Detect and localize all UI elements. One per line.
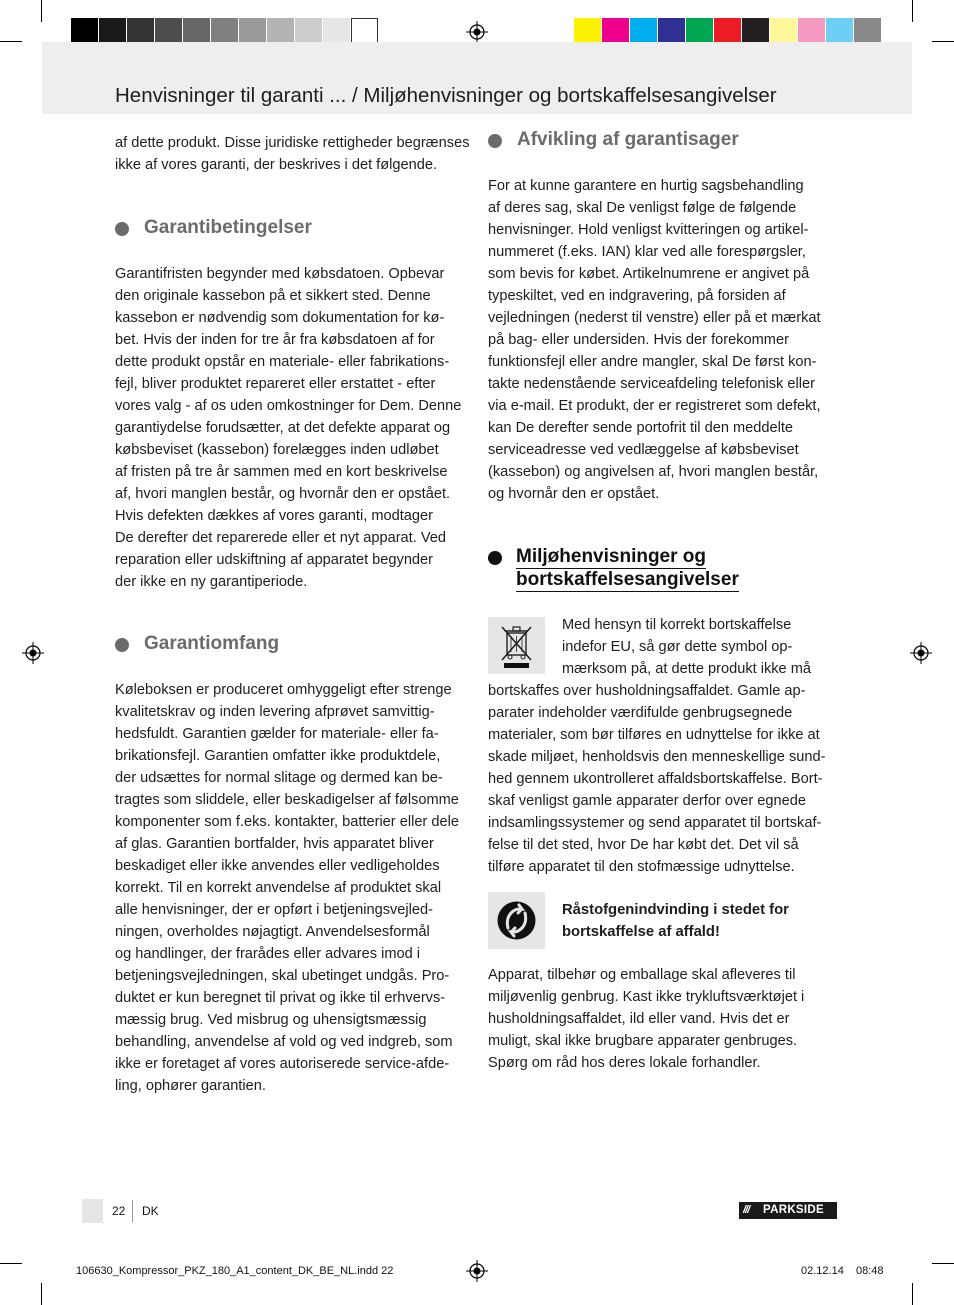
page-number-tab	[82, 1199, 103, 1223]
file-name: 106630_Kompressor_PKZ_180_A1_content_DK_BE_NL.indd 22	[76, 1265, 394, 1277]
crop-mark	[0, 41, 22, 42]
weee-intro-text: Med hensyn til korrekt bortskaffelse indefor EU, så gør dette symbol op- mærksom på, at dette produkt ikke må	[562, 617, 812, 677]
afvikling-paragraph: For at kunne garantere en hurtig sagsbehandling af deres sag, skal De venligst følge de følgende henvisninger. Hold venligst kvitteringen og artikel- nummeret (f.eks. IAN) klar ved alle forespørgsler, som bevis for købet. Artikelnumrene er angivet på typeskiltet, ved en indgravering, på forsiden af vejledningen (nederst til venstre) eller på et mærkat på bag- eller undersiden. Hvis der forekommer funktionsfejl eller andre mangler, skal De først kon- takte nedenstående serviceafdeling telefonisk eller via e-mail. Et produkt, der er registreret som defekt, kan De derefter sende portofrit til den meddelte serviceadresse ved vedlæggelse af købsbeviset (kassebon) og angivelsen af, hvori manglen består, og hvornår den er opstået.	[488, 178, 821, 502]
recycle-heading: Råstofgenindvinding i stedet for bortskaffelse af affald!	[562, 902, 789, 940]
weee-paragraph: bortskaffes over husholdningsaffaldet. Gamle ap- parater indeholder værdifulde genbrugsegnede materialer, som bør tilføres en udnyttelse for ikke at skade miljøet, henholdsvis den menneskellige sund- hed gennem ukontrolleret affaldsbortskaffelse. Bort- skaf venligst gamle apparater derfor over egnede indsamlingssystemer og send apparatet til bortskaf- felse til det sted, hvor De har købt det. Det vil så tilføre apparatet til den stofmæssige udnyttelse.	[488, 683, 826, 875]
heading-miljo-line2: bortskaffelsesangivelser	[516, 569, 739, 590]
page-title: Henvisninger til garanti ... / Miljøhenvisninger og bortskaffelsesangivelser	[115, 84, 777, 107]
recycle-paragraph: Apparat, tilbehør og emballage skal afleveres til miljøvenlig genbrug. Kast ikke trykluftsværktøjet i husholdningsaffaldet, ild eller vand. Hvis det er muligt, skal ikke brugbare apparater genbruges. Spørg om råd hos deres lokale forhandler.	[488, 967, 805, 1071]
crop-mark	[932, 1263, 954, 1264]
registration-mark-icon	[466, 21, 488, 43]
crop-mark	[41, 1283, 42, 1305]
registration-mark-icon	[466, 1260, 488, 1282]
section-bullet	[488, 551, 502, 565]
green-dot-recycling-icon	[488, 892, 545, 949]
parkside-logo	[739, 1202, 837, 1219]
section-bullet	[115, 222, 129, 236]
registration-mark-icon	[22, 642, 44, 664]
page-number: 22	[112, 1204, 126, 1218]
registration-mark-icon	[910, 642, 932, 664]
print-time: 08:48	[856, 1265, 884, 1277]
intro-paragraph: af dette produkt. Disse juridiske rettigheder begrænses ikke af vores garanti, der beskrives i det følgende.	[115, 135, 470, 173]
print-date: 02.12.14	[801, 1265, 844, 1277]
section-bullet	[115, 638, 129, 652]
garantiomfang-paragraph: Køleboksen er produceret omhyggeligt efter strenge kvalitetskrav og inden levering afprøvet samvittig- hedsfuldt. Garantien gælder for materiale- eller fa- brikationsfejl. Garantien omfatter ikke produktdele, der udsættes for normal slitage og dermed kan be- tragtes som sliddele, eller beskadigelser af følsomme komponenter som f.eks. kontakter, batterier eller dele af glas. Garantien bortfalder, hvis apparatet bliver beskadiget eller ikke anvendes eller vedligeholdes korrekt. Til en korrekt anvendelse af produktet skal alle henvisninger, der er opført i betjeningsvejled- ningen, overholdes nøjagtigt. Anvendelsesformål og handlinger, der frarådes eller advares imod i betjeningsvejledningen, skal ubetinget undgås. Pro- duktet er kun beregnet til privat og ikke til erhvervs- mæssig brug. Ved misbrug og uhensigtsmæssig behandling, anvendelse af vold og ved indgreb, som ikke er foretaget af vores autoriserede service-afde- ling, ophører garantien.	[115, 682, 459, 1094]
logo-text: PARKSIDE	[763, 1204, 824, 1216]
heading-afvikling: Afvikling af garantisager	[517, 129, 739, 150]
crop-mark	[912, 0, 913, 22]
crop-mark	[0, 1263, 22, 1264]
crop-mark	[912, 1283, 913, 1305]
crop-mark	[932, 41, 954, 42]
weee-bin-icon	[488, 617, 545, 674]
logo-slashes: ///	[743, 1204, 750, 1216]
language-code: DK	[142, 1204, 159, 1218]
heading-garantibetingelser: Garantibetingelser	[144, 217, 312, 238]
garantibetingelser-paragraph: Garantifristen begynder med købsdatoen. Opbevar den originale kassebon på et sikkert sted. Denne kassebon er nødvendig som dokumentation for kø- bet. Hvis der inden for tre år fra købsdatoen af for dette produkt opstår en materiale- eller fabrikations- fejl, bliver produktet repareret eller erstattet - efter vores valg - af os uden omkostninger for Dem. Denne garantiydelse forudsætter, at det defekte apparat og købsbeviset (kassebon) forelægges inden udløbet af fristen på tre år sammen med en kort beskrivelse af, hvori manglen består, og hvornår den er opstået. Hvis defekten dækkes af vores garanti, modtager De derefter det reparerede eller et nyt apparat. Ved reparation eller udskiftning af apparatet begynder der ikke en ny garantiperiode.	[115, 266, 462, 590]
footer-divider	[132, 1200, 133, 1222]
heading-miljo-line1: Miljøhenvisninger og	[516, 546, 707, 567]
crop-mark	[41, 0, 42, 22]
heading-garantiomfang: Garantiomfang	[144, 633, 280, 654]
heading-miljo	[516, 546, 739, 592]
section-bullet	[488, 134, 502, 148]
